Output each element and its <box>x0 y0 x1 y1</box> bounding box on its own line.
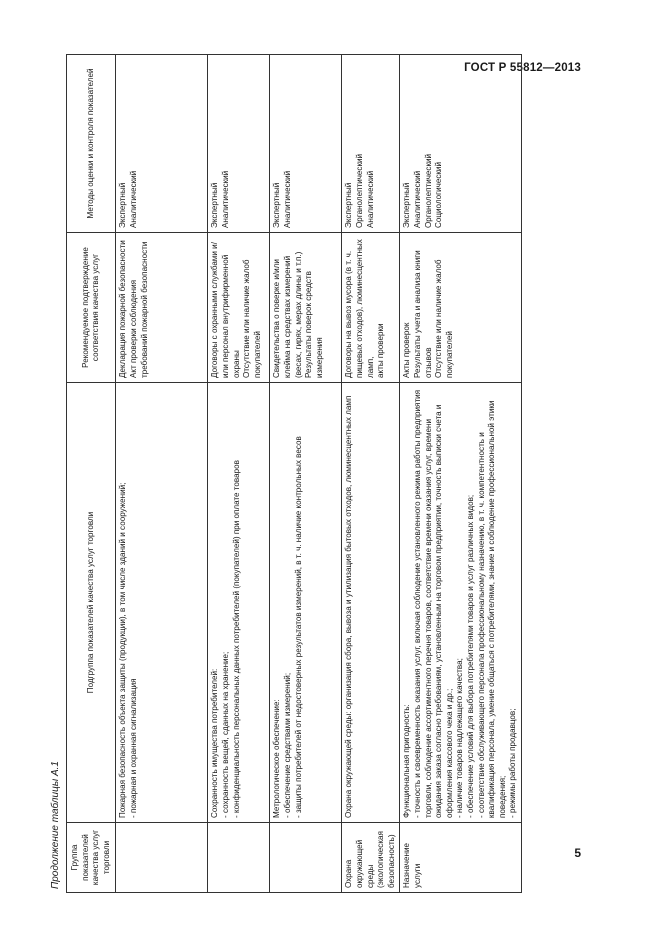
confirmation-cell <box>270 232 342 382</box>
group-cell <box>270 823 342 893</box>
confirmation-cell <box>342 232 400 382</box>
methods-cell <box>270 54 342 232</box>
column-header-confirmation: Рекомендуемое подтверждение соответствия качества услуг <box>67 232 116 382</box>
confirmation-cell <box>208 232 270 382</box>
page-number: 5 <box>574 846 581 860</box>
column-header-group: Группа показателей качества услуг торговли <box>67 823 116 893</box>
subgroup-text: Сохранность имущества потребителей: - сохранность вещей, сданных на хранение; - конфиденциальность персональных данных потребителей (покупателей) при оплате товаров <box>210 460 241 818</box>
confirmation-text: Свидетельства о поверке и/или клейма на средствах измерений (весах, гирях, мерах длины и т.п.) Результаты поверок средств измерения <box>272 251 324 378</box>
methods-cell <box>400 54 522 232</box>
group-cell <box>208 823 270 893</box>
methods-cell <box>116 54 208 232</box>
methods-text: Экспертный Аналитический <box>210 170 230 228</box>
subgroup-cell <box>270 382 342 822</box>
methods-text: Экспертный Аналитический Органолептический Социологический <box>402 153 444 228</box>
subgroup-text: Метрологическое обеспечение: - обеспечение средствами измерений; - защиты потребителей от недостоверных результатов измерений, в т. ч. наличие контрольных весов <box>272 436 303 818</box>
methods-cell <box>208 54 270 232</box>
column-header-methods: Методы оценки и контроля показателей <box>67 54 116 232</box>
subgroup-cell <box>342 382 400 822</box>
table-row <box>116 54 208 892</box>
group-cell <box>342 823 400 893</box>
methods-text: Экспертный Аналитический <box>272 170 292 228</box>
table-row <box>342 54 400 892</box>
confirmation-text: Акты проверок Результаты учета и анализа книги отзывов Отсутствие или наличие жалоб покупателей <box>402 250 454 378</box>
standard-header: ГОСТ Р 55812—2013 <box>464 62 581 74</box>
quality-indicators-table <box>66 54 522 893</box>
confirmation-text: Декларация пожарной безопасности Акт проверки соблюдения требований пожарной безопасности <box>118 240 149 378</box>
table-header-row <box>67 54 116 892</box>
methods-text: Экспертный Аналитический <box>118 170 138 228</box>
subgroup-text: Функциональная пригодность: - точность и своевременность оказания услуг, включая соблюдение установленного режима работы предприятия торговли, соблюдение ассортиментного перечня товаров, соответствие времени оказания услуг, времени ожидания заказа согласно требованиям, установленным на торговом предприятии, точность выписки счета и оформления кассового чека и др.; - наличие товаров надлежащего качества; - обеспечение условий для выбора потребителями товаров и услуг различных видов; - соответствие обслуживающего персонала профессиональному назначению, в т. ч. компетентность и квалификация персонала, умение общаться с потребителями, знание и соблюдение профессиональной этики поведения; - режимы работы продавцов; <box>402 389 518 818</box>
table-row <box>208 54 270 892</box>
confirmation-cell <box>400 232 522 382</box>
table-row <box>400 54 522 892</box>
subgroup-text: Охрана окружающей среды: организация сбора, вывоза и утилизация бытовых отходов, люминесцентных ламп <box>344 395 354 818</box>
methods-text: Экспертный Органолептический Аналитический <box>344 153 375 228</box>
methods-cell <box>342 54 400 232</box>
group-text: Охрана окружающей среды (экологическая безопасность) <box>344 831 396 888</box>
rotated-table-page <box>48 55 566 893</box>
column-header-subgroup: Подгруппа показателей качества услуг торговли <box>67 382 116 822</box>
subgroup-cell <box>208 382 270 822</box>
subgroup-text: Пожарная безопасность объекта защиты (продукции), в том числе зданий и сооружений; - пожарная и охранная сигнализация <box>118 482 138 818</box>
confirmation-text: Договоры на вывоз мусора (в т. ч. пищевых отходов), люминесцентных ламп, акты проверки <box>344 239 386 378</box>
table-caption: Продолжение таблицы А.1 <box>50 761 61 889</box>
confirmation-text: Договоры с охранными службами и/или персонал внутрифирменной охраны Отсутствие или наличие жалоб покупателей <box>210 242 262 378</box>
table-row <box>270 54 342 892</box>
group-cell <box>400 823 522 893</box>
group-cell <box>116 823 208 893</box>
group-text: Назначение услуги <box>402 843 422 888</box>
subgroup-cell <box>400 382 522 822</box>
subgroup-cell <box>116 382 208 822</box>
confirmation-cell <box>116 232 208 382</box>
